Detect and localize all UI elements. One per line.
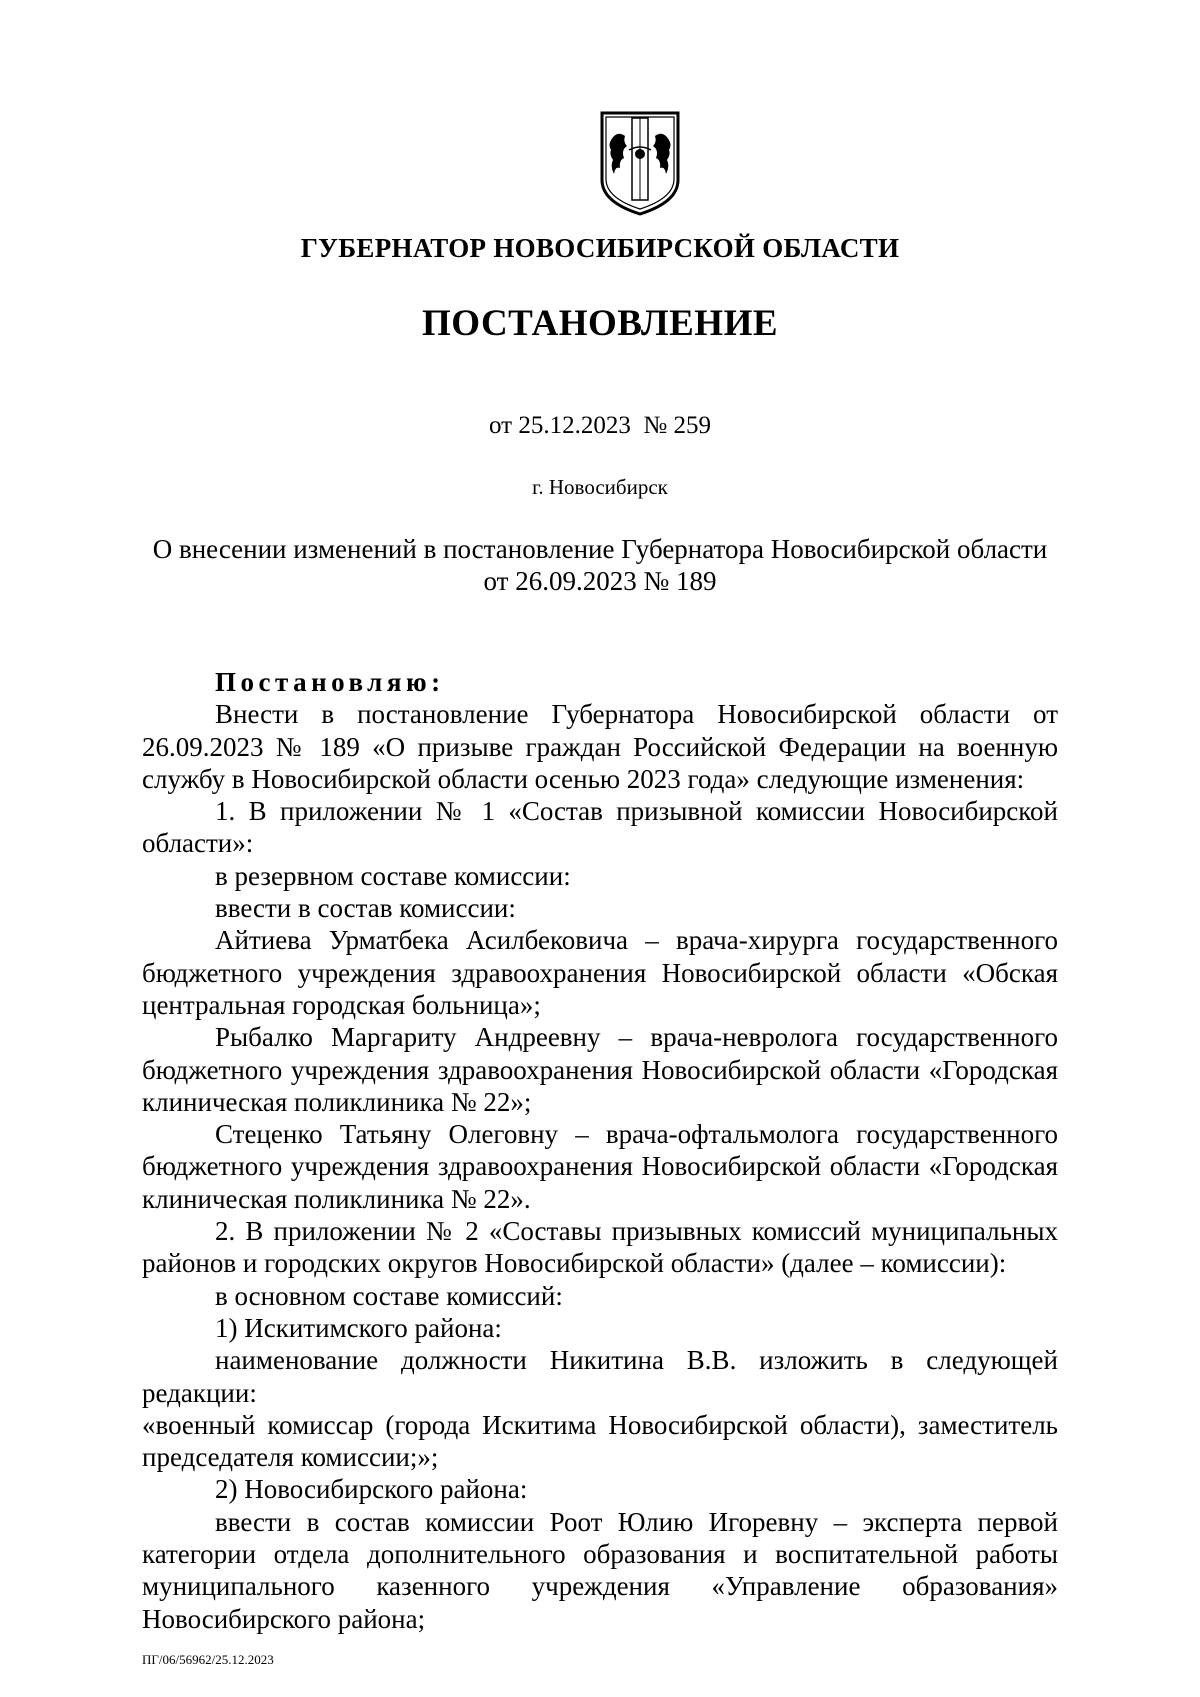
issuing-authority: ГУБЕРНАТОР НОВОСИБИРСКОЙ ОБЛАСТИ xyxy=(300,233,900,263)
subject-line-1: О внесении изменений в постановление Губернатора Новосибирской области xyxy=(152,534,1048,564)
body-paragraph: «военный комиссар (города Искитима Новосибирской области), заместитель председателя комиссии;»; xyxy=(142,1409,1058,1473)
document-city: г. Новосибирск xyxy=(532,475,668,499)
body-paragraph: наименование должности Никитина В.В. изложить в следующей редакции: xyxy=(142,1345,1058,1408)
subject-line-2: от 26.09.2023 № 189 xyxy=(483,566,717,596)
body-paragraph: ввести в состав комиссии Роот Юлию Игоревну – эксперта первой категории отдела дополнительного образования и воспитательной работы муниципального казенного учреждения «Управление образования» Новосибирского района; xyxy=(142,1506,1058,1634)
body-paragraph: 1) Искитимского района: xyxy=(215,1312,502,1343)
body-paragraph: ввести в состав комиссии: xyxy=(215,893,516,924)
body-paragraph: Айтиева Урматбека Асилбековича – врача-хирурга государственного бюджетного учреждения здравоохранения Новосибирской области «Обская центральная городская больница»; xyxy=(142,925,1058,1020)
body-paragraph: 2) Новосибирского района: xyxy=(215,1474,528,1505)
body-paragraph: в резервном составе комиссии: xyxy=(215,860,571,891)
body-paragraph: Стеценко Татьяну Олеговну – врача-офтальмолога государственного бюджетного учреждения здравоохранения Новосибирской области «Городская клиническая поликлиника № 22». xyxy=(142,1119,1058,1214)
document-date-number: от 25.12.2023 № 259 xyxy=(489,412,711,439)
body-paragraph: Рыбалко Маргариту Андреевну – врача-невролога государственного бюджетного учреждения здравоохранения Новосибирской области «Городская клиническая поликлиника № 22»; xyxy=(142,1022,1058,1117)
document-code-footer: ПГ/06/56962/25.12.2023 xyxy=(142,1652,274,1667)
body-paragraph: в основном составе комиссий: xyxy=(215,1280,563,1311)
coat-of-arms-emblem xyxy=(599,110,681,218)
decree-word: Постановляю: xyxy=(215,667,445,697)
document-type-title: ПОСТАНОВЛЕНИЕ xyxy=(421,303,779,344)
document-body xyxy=(142,666,1058,1635)
document-subject xyxy=(0,533,1200,597)
body-paragraph: 1. В приложении № 1 «Состав призывной комиссии Новосибирской области»: xyxy=(142,796,1058,859)
body-paragraph: 2. В приложении № 2 «Составы призывных комиссий муниципальных районов и городских округов Новосибирской области» (далее – комиссии): xyxy=(142,1216,1058,1279)
body-paragraph: Внести в постановление Губернатора Новосибирской области от 26.09.2023 № 189 «О призыве граждан Российской Федерации на военную службу в Новосибирской области осенью 2023 года» следующие изменения: xyxy=(142,699,1058,794)
